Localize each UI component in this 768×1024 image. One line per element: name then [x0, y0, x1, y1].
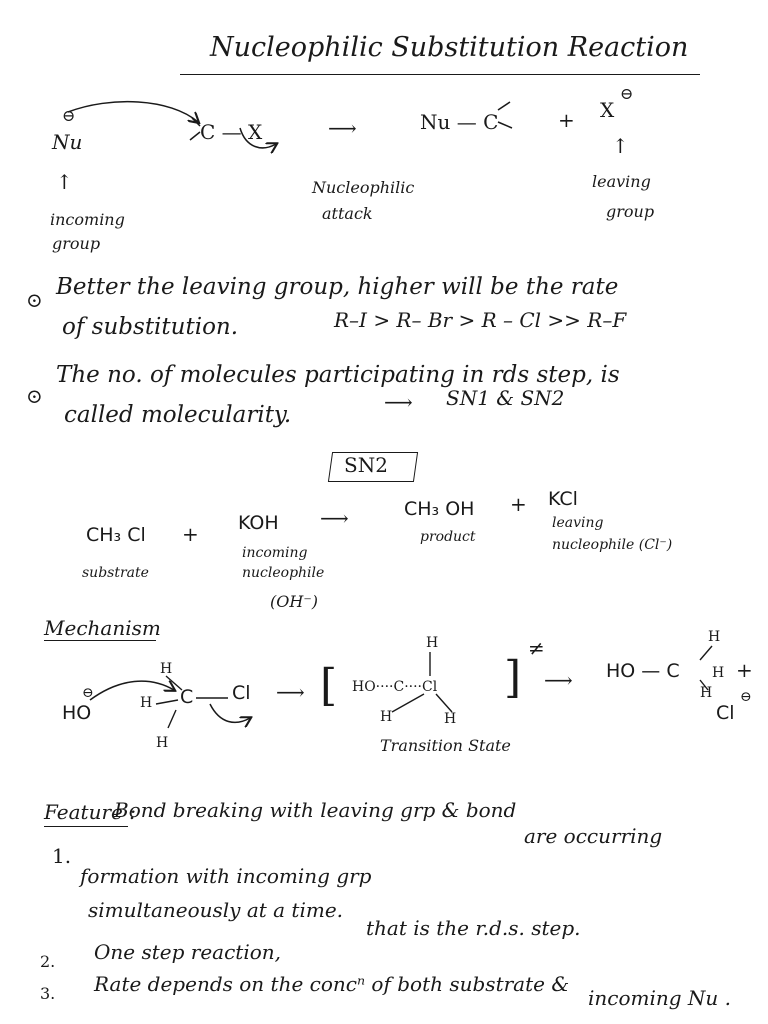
mechanism-arrow-2: ⟶ — [544, 668, 573, 692]
ts-ho-c-cl: HO····C····Cl — [352, 679, 438, 695]
product-cl: Cl — [716, 702, 735, 724]
nu-charge: ⊖ — [62, 106, 76, 125]
molecularity-arrow: ⟶ — [384, 390, 413, 414]
label-nucleophilic: Nucleophilic — [312, 178, 415, 197]
substrate-carbon: C — [180, 686, 194, 708]
bullet-1-line-1: Better the leaving group, higher will be the rate — [56, 274, 619, 300]
sn2-arrow: ⟶ — [320, 506, 349, 530]
ts-bracket-right: ] — [504, 652, 522, 703]
feature-1-line-3: simultaneously at a time. — [88, 898, 344, 922]
product-cl-charge: ⊖ — [740, 689, 752, 705]
hydroxide-ho: HO — [62, 702, 92, 724]
sn2-plus-1: + — [182, 522, 199, 546]
reaction-arrow-1: ⟶ — [328, 116, 357, 140]
up-arrow-incoming-icon: ↑ — [56, 170, 73, 194]
feature-1-number: 1. — [52, 844, 72, 868]
feature-1-line-2: formation with incoming grp — [80, 864, 372, 888]
feature-1-line-4: that is the r.d.s. step. — [366, 916, 581, 940]
curved-arrow-leaving — [240, 128, 276, 148]
product-plus: + — [736, 658, 753, 682]
label-incoming-group: group — [52, 234, 101, 253]
mechanism-heading: Mechanism — [44, 616, 161, 640]
ts-label: Transition State — [380, 736, 511, 755]
feature-1-line-1: Bond breaking with leaving grp & bond — [114, 798, 517, 822]
leaving-group-order: R–I > R– Br > R – Cl >> R–F — [334, 308, 627, 332]
nucleophile-symbol: Nu — [52, 130, 83, 154]
label-leaving: leaving — [592, 172, 651, 191]
sn2-plus-2: + — [510, 492, 527, 516]
product-ch3-bonds — [700, 646, 712, 690]
substrate-h-left: H — [140, 695, 153, 711]
feature-1-line-1b: are occurring — [524, 824, 663, 848]
bullet-2-line-1: The no. of molecules participating in rds step, is — [56, 362, 620, 388]
product-h-mid: H — [712, 665, 725, 681]
ho-charge: ⊖ — [82, 685, 94, 701]
feature-2-number: 2. — [40, 952, 56, 971]
label-product: product — [420, 529, 476, 545]
substrate-h-bottom: H — [156, 735, 169, 751]
feature-3-number: 3. — [40, 984, 56, 1003]
mechanism-arrow-1: ⟶ — [276, 680, 305, 704]
product-h-bottom: H — [700, 685, 713, 701]
bullet-icon-2: ⊙ — [26, 384, 43, 408]
product-ch3oh: CH₃ OH — [404, 498, 475, 520]
leaving-x: X — [600, 98, 615, 122]
label-incoming-nuc-2: nucleophile — [242, 565, 325, 581]
label-leaving-group: group — [606, 202, 655, 221]
substrate-cl: Cl — [232, 682, 251, 704]
substrate-bonds — [190, 118, 200, 140]
label-substrate: substrate — [82, 565, 149, 581]
ts-dagger: ≠ — [528, 636, 545, 660]
ts-bracket-left: [ — [320, 660, 338, 711]
substrate-cx: C — X — [200, 120, 263, 144]
bullet-1-line-2: of substitution. — [62, 314, 239, 340]
ts-h-bottom-right: H — [444, 711, 457, 727]
curved-arrow-attack — [68, 102, 198, 122]
feature-3-text-2: incoming Nu . — [588, 986, 732, 1010]
reactant-koh: KOH — [238, 512, 279, 534]
ts-h-bottom-left: H — [380, 709, 393, 725]
features-heading: Feature : — [44, 800, 136, 824]
plus-sign-1: + — [558, 108, 575, 132]
leaving-charge: ⊖ — [620, 84, 634, 103]
bullet-icon-1: ⊙ — [26, 288, 43, 312]
page-title: Nucleophilic Substitution Reaction — [210, 32, 689, 63]
up-arrow-leaving-icon: ↑ — [612, 134, 629, 158]
label-leaving-nuc-1: leaving — [552, 515, 604, 531]
product-ho-c: HO — C — [606, 660, 680, 682]
mechanism-attack-arrow — [90, 681, 174, 700]
ts-h-top: H — [426, 635, 439, 651]
mechanism-leaving-arrow — [210, 704, 250, 722]
bullet-2-line-2: called molecularity. — [64, 402, 292, 428]
feature-3-text: Rate depends on the concⁿ of both substrate & — [94, 972, 570, 996]
sn-types: SN1 & SN2 — [446, 386, 565, 410]
product-nu-c: Nu — C — [420, 110, 499, 134]
substrate-h-top: H — [160, 661, 173, 677]
product-bonds — [498, 102, 512, 128]
mechanism-substrate-bonds — [156, 676, 228, 728]
label-incoming-nuc-1: incoming — [242, 545, 308, 561]
ts-bonds — [392, 652, 452, 712]
label-incoming-nuc-3: (OH⁻) — [270, 592, 318, 611]
product-kcl: KCl — [548, 488, 578, 510]
sn2-heading: SN2 — [344, 453, 388, 477]
reactant-ch3cl: CH₃ Cl — [86, 524, 146, 546]
label-attack: attack — [322, 204, 373, 223]
product-h-top: H — [708, 629, 721, 645]
feature-2-text: One step reaction, — [94, 940, 282, 964]
label-incoming: incoming — [50, 210, 125, 229]
label-leaving-nuc-2: nucleophile (Cl⁻) — [552, 537, 673, 553]
